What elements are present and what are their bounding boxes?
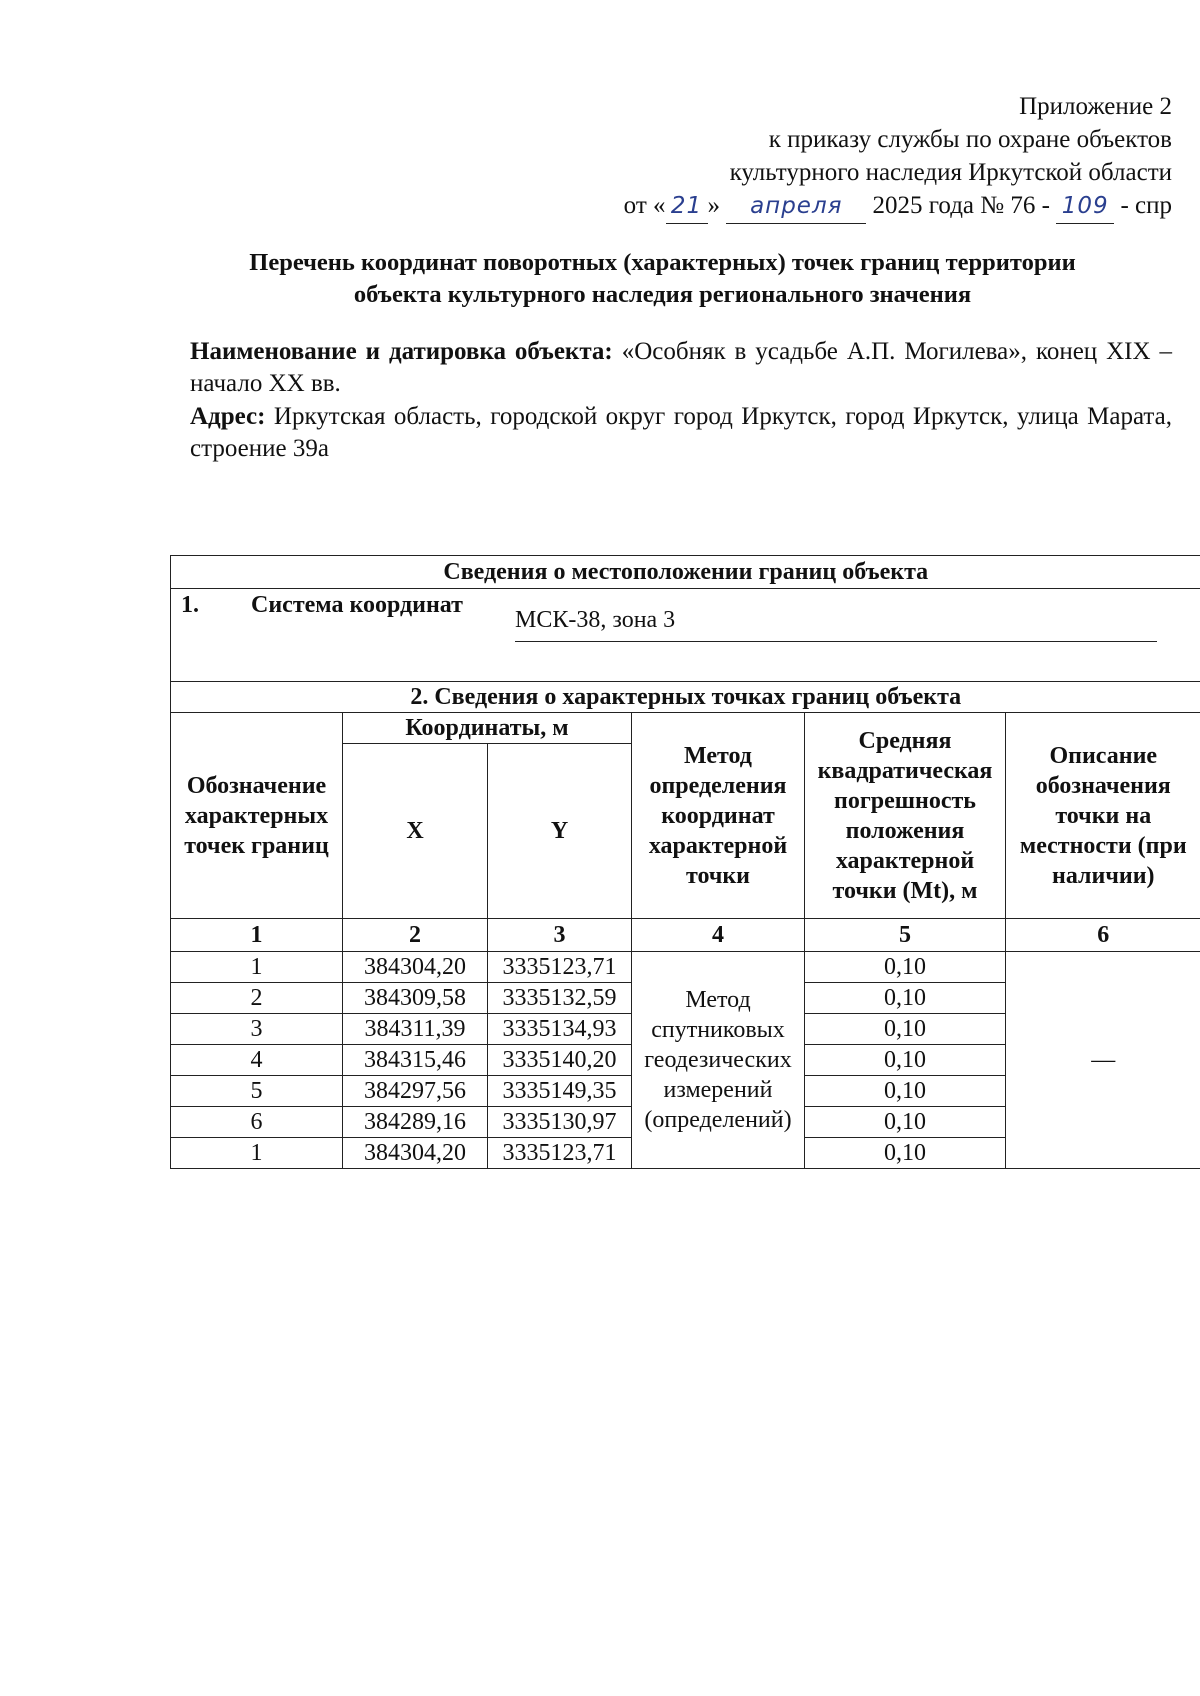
- mt-cell: 0,10: [805, 1138, 1006, 1169]
- y-cell: 3335123,71: [488, 1138, 632, 1169]
- boundary-table: [170, 555, 1200, 1169]
- mt-cell: 0,10: [805, 1014, 1006, 1045]
- appendix-line-3: культурного наследия Иркутской области: [729, 159, 1172, 186]
- col-number: 6: [1006, 919, 1200, 952]
- col-number: 2: [343, 919, 488, 952]
- document-title: [150, 247, 1175, 311]
- mt-cell: 0,10: [805, 1076, 1006, 1107]
- point-cell: 1: [171, 952, 343, 983]
- section1-title: Сведения о местоположении границ объекта: [171, 556, 1200, 589]
- y-cell: 3335149,35: [488, 1076, 632, 1107]
- y-cell: 3335123,71: [488, 952, 632, 983]
- col-number: 4: [632, 919, 805, 952]
- appendix-line-4: [624, 189, 1172, 224]
- mt-cell: 0,10: [805, 1045, 1006, 1076]
- col-number: 1: [171, 919, 343, 952]
- date-prefix: от «: [623, 192, 666, 219]
- y-cell: 3335134,93: [488, 1014, 632, 1045]
- order-suffix: - спр: [1120, 192, 1172, 219]
- table-row: [171, 952, 1200, 983]
- x-cell: 384315,46: [343, 1045, 488, 1076]
- quote-close: »: [707, 192, 721, 219]
- method-cell: Метод спутниковых геодезических измерений (определений): [632, 952, 805, 1169]
- col-header-desc: Описание обозначения точки на местности (при наличии): [1006, 713, 1200, 919]
- appendix-header: [624, 90, 1172, 224]
- col-header-coords: Координаты, м: [343, 713, 632, 744]
- handwritten-month: апреля: [726, 190, 866, 224]
- mt-cell: 0,10: [805, 1107, 1006, 1138]
- handwritten-day: 21: [666, 190, 708, 224]
- mt-cell: 0,10: [805, 952, 1006, 983]
- appendix-line-1: Приложение 2: [1019, 93, 1172, 120]
- description-cell: —: [1006, 952, 1200, 1169]
- object-info: [190, 336, 1172, 466]
- handwritten-order-number: 109: [1056, 190, 1114, 224]
- object-name-value: «Особняк в усадьбе А.П. Могилева», конец XIX – начало XX вв.: [190, 338, 1172, 397]
- point-cell: 5: [171, 1076, 343, 1107]
- col-header-y: Y: [488, 744, 632, 919]
- y-cell: 3335130,97: [488, 1107, 632, 1138]
- x-cell: 384304,20: [343, 952, 488, 983]
- point-cell: 3: [171, 1014, 343, 1045]
- title-line-1: Перечень координат поворотных (характерных) точек границ территории: [249, 249, 1076, 276]
- object-address-value: Иркутская область, городской округ город Иркутск, город Иркутск, улица Марата, строение 39а: [190, 403, 1172, 462]
- coordinate-system-row: [171, 589, 1200, 682]
- object-address-label: Адрес:: [190, 403, 266, 430]
- title-line-2: объекта культурного наследия регионального значения: [353, 281, 972, 308]
- x-cell: 384289,16: [343, 1107, 488, 1138]
- year-text: 2025 года № 76 -: [872, 192, 1050, 219]
- y-cell: 3335140,20: [488, 1045, 632, 1076]
- system-value: МСК-38, зона 3: [515, 605, 1157, 642]
- x-cell: 384311,39: [343, 1014, 488, 1045]
- object-name-label: Наименование и датировка объекта:: [190, 338, 613, 365]
- col-header-error: Средняя квадратическая погрешность положения характерной точки (Mt), м: [805, 713, 1006, 919]
- mt-cell: 0,10: [805, 983, 1006, 1014]
- system-number: 1.: [181, 592, 199, 618]
- col-header-method: Метод определения координат характерной точки: [632, 713, 805, 919]
- col-number: 5: [805, 919, 1006, 952]
- col-header-x: X: [343, 744, 488, 919]
- x-cell: 384297,56: [343, 1076, 488, 1107]
- system-label: Система координат: [251, 592, 463, 618]
- appendix-line-2: к приказу службы по охране объектов: [768, 126, 1172, 153]
- y-cell: 3335132,59: [488, 983, 632, 1014]
- object-address-paragraph: [190, 401, 1172, 465]
- x-cell: 384304,20: [343, 1138, 488, 1169]
- point-cell: 4: [171, 1045, 343, 1076]
- point-cell: 1: [171, 1138, 343, 1169]
- point-cell: 2: [171, 983, 343, 1014]
- col-number: 3: [488, 919, 632, 952]
- object-name-paragraph: [190, 336, 1172, 400]
- point-cell: 6: [171, 1107, 343, 1138]
- x-cell: 384309,58: [343, 983, 488, 1014]
- section2-title: 2. Сведения о характерных точках границ объекта: [171, 682, 1200, 713]
- col-header-point: Обозначение характерных точек границ: [171, 713, 343, 919]
